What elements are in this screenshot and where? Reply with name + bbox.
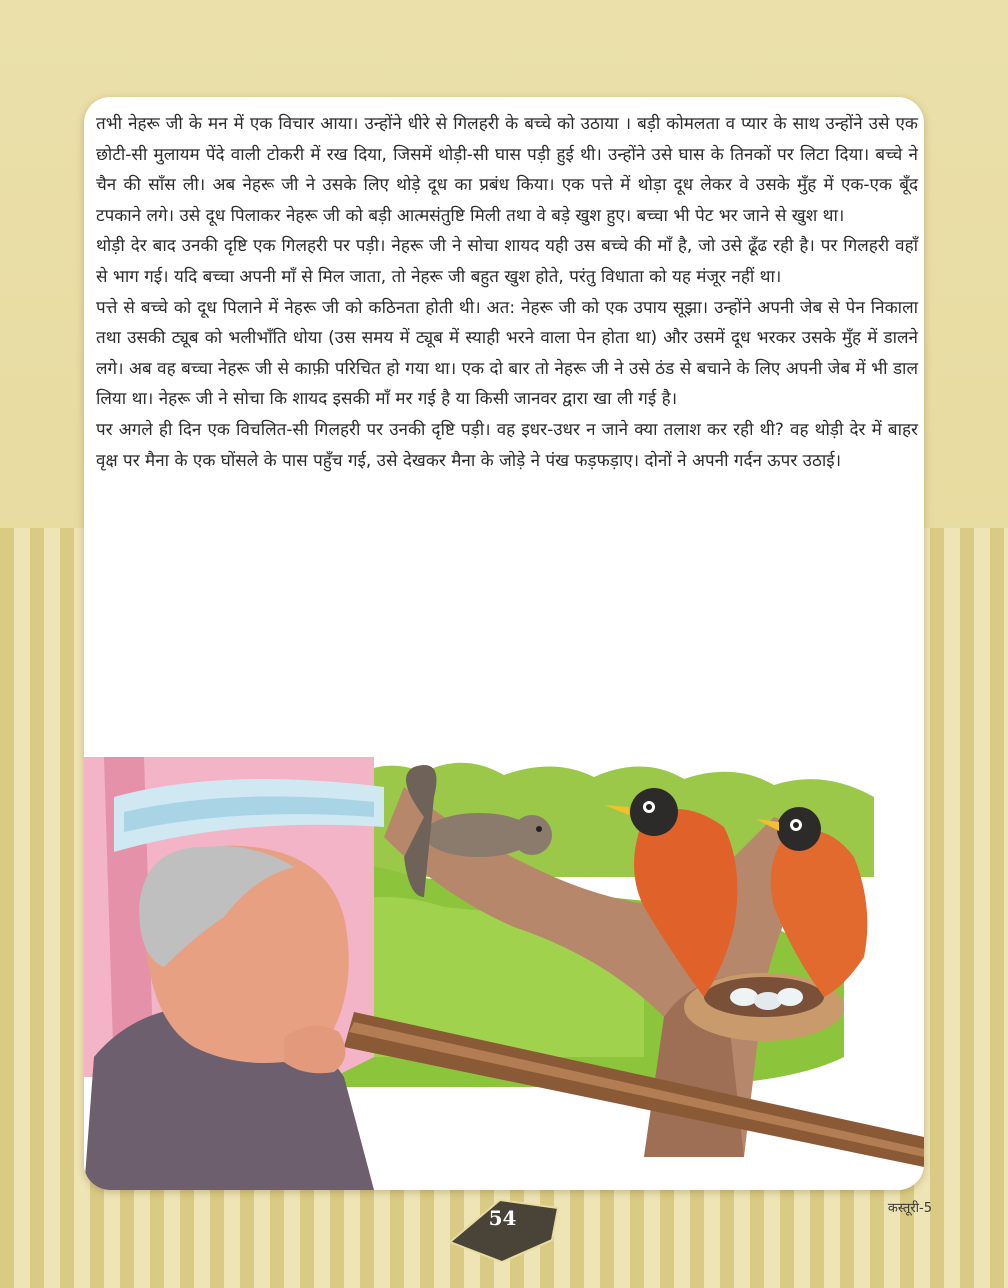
paragraph: पर अगले ही दिन एक विचलित-सी गिलहरी पर उनकी दृष्टि पड़ी। वह इधर-उधर न जाने क्या तलाश कर रही थी? वह थोड़ी देर में बाहर वृक्ष पर मैना के एक घोंसले के पास पहुँच गई, उसे देखकर मैना के जोड़े ने पंख फड़फड़ाए। दोनों ने अपनी गर्दन ऊपर उठाई। [96, 419, 918, 471]
page-number: 54 [488, 1206, 517, 1230]
paragraph: थोड़ी देर बाद उनकी दृष्टि एक गिलहरी पर पड़ी। नेहरू जी ने सोचा शायद यही उस बच्चे की माँ है, जो उसे ढूँढ रही है। पर गिलहरी वहाँ से भाग गई। यदि बच्चा अपनी माँ से मिल जाता, तो नेहरू जी बहुत खुश होते, परंतु विधाता को यह मंजूर नहीं था। [96, 236, 918, 287]
paragraph: तभी नेहरू जी के मन में एक विचार आया। उन्होंने धीरे से गिलहरी के बच्चे को उठाया । बड़ी कोमलता व प्यार के साथ उन्होंने उसे एक छोटी-सी मुलायम पेंदे वाली टोकरी में रख दिया, जिसमें थोड़ी-सी घास पड़ी हुई थी। उन्होंने उसे घास के तिनकों पर लिटा दिया। बच्चे ने चैन की साँस ली। अब नेहरू जी ने उसके लिए थोड़े दूध का प्रबंध किया। एक पत्ते में थोड़ा दूध लेकर वे उसके मुँह में एक-एक बूँद टपकाने लगे। उसे दूध पिलाकर नेहरू जी को बड़ी आत्मसंतुष्टि मिली तथा वे बड़े खुश हुए। बच्चा भी पेट भर जाने से खुश था। [96, 114, 918, 226]
story-illustration [84, 757, 924, 1190]
story-text [96, 109, 918, 476]
content-card [84, 97, 924, 1190]
paragraph: पत्ते से बच्चे को दूध पिलाने में नेहरू जी को कठिनता होती थी। अत: नेहरू जी को एक उपाय सूझा। उन्होंने अपनी जेब से पेन निकाला तथा उसकी ट्यूब को भलीभाँति धोया (उस समय में ट्यूब में स्याही भरने वाला पेन होता था) और उसमें दूध भरकर उसके मुँह में डालने लगे। अब वह बच्चा नेहरू जी से काफ़ी परिचित हो गया था। एक दो बार तो नेहरू जी ने उसे ठंड से बचाने के लिए अपनी जेब में भी डाल लिया था। नेहरू जी ने सोचा कि शायद इसकी माँ मर गई है या किसी जानवर द्वारा खा ली गई है। [96, 297, 918, 410]
page-number-badge [440, 1192, 580, 1272]
book-label: कस्तूरी-5 [887, 1201, 932, 1216]
